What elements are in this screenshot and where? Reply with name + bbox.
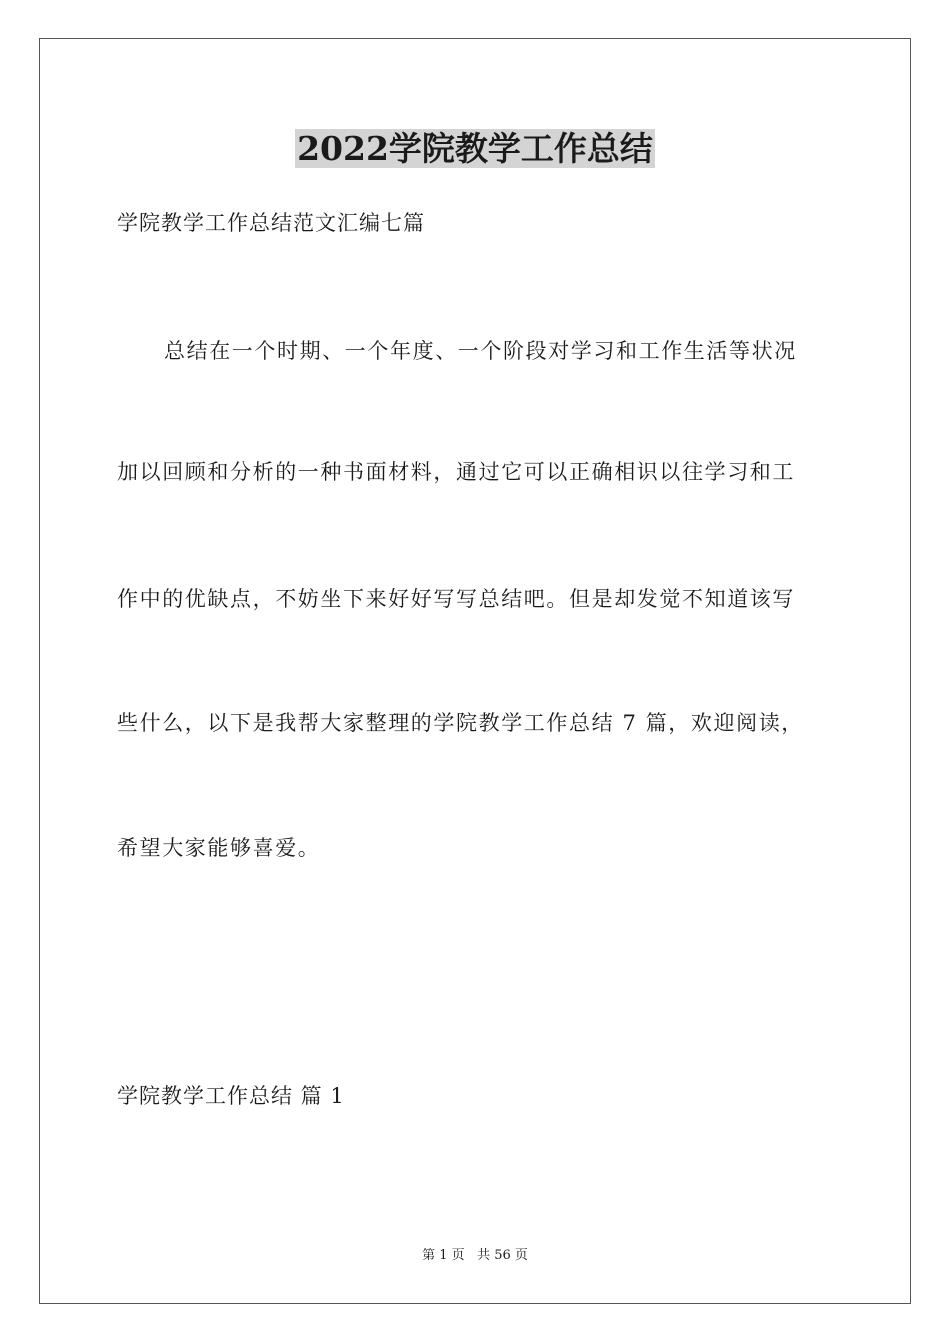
intro-line-3: 作中的优缺点，不妨坐下来好好写写总结吧。但是却发觉不知道该写	[117, 587, 795, 611]
intro-line-4: 些什么，以下是我帮大家整理的学院教学工作总结 7 篇，欢迎阅读，	[117, 711, 804, 735]
intro-line-2: 加以回顾和分析的一种书面材料，通过它可以正确相识以往学习和工	[117, 460, 795, 484]
intro-line-1: 总结在一个时期、一个年度、一个阶段对学习和工作生活等状况	[164, 339, 797, 363]
document-title-text: 2022学院教学工作总结	[297, 129, 653, 168]
document-title	[0, 127, 950, 171]
page-footer: 第 1 页 共 56 页	[422, 1248, 528, 1263]
section-heading: 学院教学工作总结 篇 1	[117, 1084, 345, 1108]
document-subtitle: 学院教学工作总结范文汇编七篇	[117, 211, 425, 235]
intro-line-5: 希望大家能够喜爱。	[117, 836, 321, 860]
